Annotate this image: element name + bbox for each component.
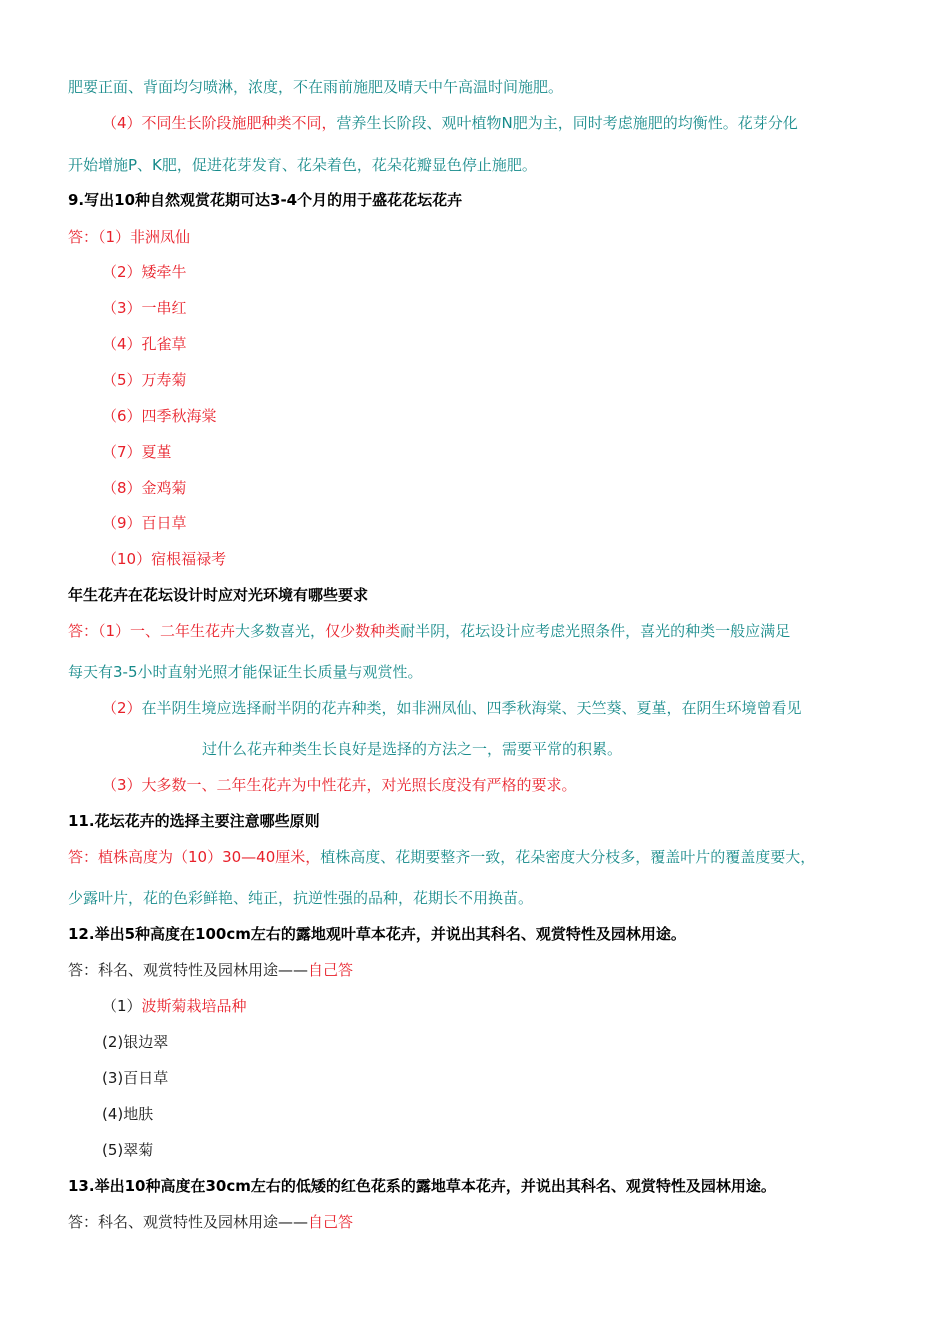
paragraph-line: 肥要正面、背面均匀喷淋，浓度，不在雨前施肥及晴天中午高温时间施肥。: [68, 78, 564, 96]
text-span: （2）: [102, 699, 142, 717]
text-span: 答：科名、观赏特性及园林用途——: [68, 1213, 309, 1231]
answer-line: （3）大多数一、二年生花卉为中性花卉，对光照长度没有严格的要求。: [102, 776, 577, 794]
answer-line: [102, 698, 802, 718]
paragraph-line: 开始增施P、K肥，促进花芽发育、花朵着色，花朵花瓣显色停止施肥。: [68, 156, 537, 174]
text-span: 波斯菊栽培品种: [141, 997, 247, 1015]
answer-line: [68, 1212, 353, 1232]
text-span: （4）不同生长阶段施肥种类不同，: [102, 114, 337, 132]
list-item: （8）金鸡菊: [102, 479, 187, 497]
question-heading: 年生花卉在花坛设计时应对光环境有哪些要求: [68, 586, 369, 604]
answer-prefix: 答：: [68, 228, 99, 246]
list-item: （9）百日草: [102, 514, 187, 532]
text-span: 营养生长阶段、观叶植物N肥为主，同时考虑施肥的均衡性。花芽分化: [336, 114, 798, 132]
list-item: （10）宿根福禄考: [102, 550, 227, 568]
text-span: （1）: [102, 997, 142, 1015]
text-span: 答：植株高度为（10）30—40厘米，: [68, 848, 321, 866]
list-item: （3）一串红: [102, 299, 187, 317]
list-item: (2)银边翠: [102, 1033, 169, 1051]
question-heading: 11.花坛花卉的选择主要注意哪些原则: [68, 812, 320, 830]
text-span: 植株高度、花期要整齐一致，花朵密度大分枝多，覆盖叶片的覆盖度要大，: [320, 848, 816, 866]
answer-line: 过什么花卉种类生长良好是选择的方法之一，需要平常的积累。: [202, 740, 623, 758]
list-item: (5)翠菊: [102, 1141, 154, 1159]
text-span: 答：科名、观赏特性及园林用途——: [68, 961, 309, 979]
list-item: (3)百日草: [102, 1069, 169, 1087]
answer-line: [68, 960, 353, 980]
text-span: 在半阴生境应选择耐半阴的花卉种类，如非洲凤仙、四季秋海棠、天竺葵、夏堇，在阴生环境曾看见: [141, 699, 802, 717]
text-span: 耐半阴，花坛设计应考虑光照条件，喜光的种类一般应满足: [400, 622, 791, 640]
answer-line: 每天有3-5小时直射光照才能保证生长质量与观赏性。: [68, 663, 423, 681]
answer-line: [68, 847, 815, 867]
list-item: （1）非洲凤仙: [98, 228, 191, 246]
text-span: 答：（1）一、二年生花卉: [68, 622, 236, 640]
text-span: 自己答: [308, 961, 354, 979]
text-span: 自己答: [308, 1213, 354, 1231]
list-item: (4)地肤: [102, 1105, 154, 1123]
question-heading: 12.举出5种高度在100cm左右的露地观叶草本花卉，并说出其科名、观赏特性及园林用途。: [68, 925, 686, 943]
paragraph-line: [102, 113, 798, 133]
answer-line: [68, 621, 790, 641]
answer-line: 少露叶片，花的色彩鲜艳、纯正，抗逆性强的品种，花期长不用换苗。: [68, 889, 534, 907]
text-span: 大多数喜光，: [235, 622, 326, 640]
list-item: （6）四季秋海棠: [102, 407, 217, 425]
question-heading: 13.举出10种高度在30cm左右的低矮的红色花系的露地草本花卉，并说出其科名、观赏特性及园林用途。: [68, 1177, 776, 1195]
list-item: （7）夏堇: [102, 443, 172, 461]
question-heading: 9.写出10种自然观赏花期可达3-4个月的用于盛花花坛花卉: [68, 191, 463, 209]
list-item: [102, 996, 247, 1016]
list-item: （5）万寿菊: [102, 371, 187, 389]
text-span: 仅少数种类: [325, 622, 401, 640]
answer-line: [68, 227, 190, 247]
list-item: （4）孔雀草: [102, 335, 187, 353]
list-item: （2）矮牵牛: [102, 263, 187, 281]
